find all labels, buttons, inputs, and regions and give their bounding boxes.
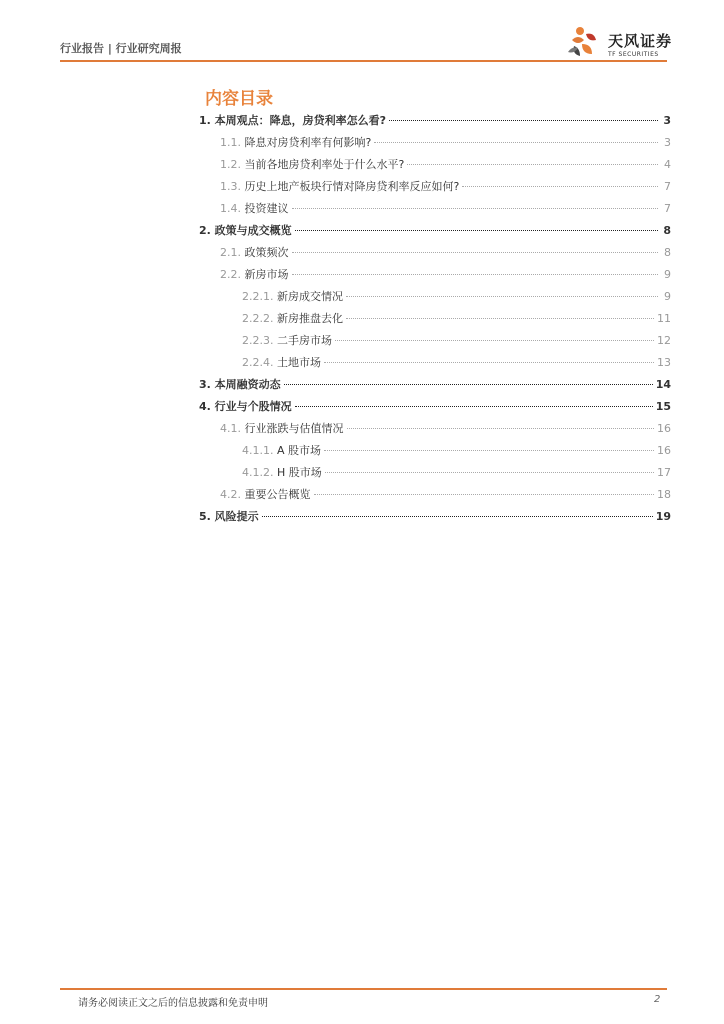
page-number: 2: [654, 994, 661, 1005]
toc-entry-number: 2.1.: [220, 246, 245, 259]
toc-entry[interactable]: [199, 508, 671, 530]
toc-entry-page: 17: [657, 466, 671, 479]
toc-dot-leader: [292, 208, 659, 209]
toc-entry-label: 新房成交情况: [276, 290, 343, 303]
toc-entry-number: 4.: [199, 400, 215, 413]
toc-entry-number: 2.2.1.: [242, 290, 277, 303]
toc-title: 内容目录: [205, 89, 273, 109]
toc-entry[interactable]: [199, 288, 671, 310]
toc-entry-page: 11: [657, 312, 671, 325]
toc-entry-number: 2.2.2.: [242, 312, 277, 325]
toc-entry-label: 本周观点：降息，房贷利率怎么看?: [214, 114, 387, 127]
toc-entry[interactable]: [199, 420, 671, 442]
toc-entry-number: 2.2.3.: [242, 334, 277, 347]
toc-dot-leader: [325, 472, 654, 473]
report-category-label: 行业报告 | 行业研究周报: [60, 42, 182, 55]
toc-entry[interactable]: [199, 354, 671, 376]
toc-entry-label: 二手房市场: [276, 334, 332, 347]
toc-dot-leader: [295, 406, 653, 407]
toc-entry-page: 7: [664, 180, 671, 193]
toc-entry-label: 降息对房贷利率有何影响?: [244, 136, 372, 149]
toc-entry-number: 2.2.: [220, 268, 245, 281]
header-divider: [60, 60, 667, 62]
toc-entry[interactable]: [199, 310, 671, 332]
toc-entry-page: 8: [664, 246, 671, 259]
toc-entry[interactable]: [199, 398, 671, 420]
toc-dot-leader: [324, 450, 654, 451]
toc-entry[interactable]: [199, 112, 671, 134]
toc-entry-number: 1.2.: [220, 158, 245, 171]
table-of-contents: [199, 112, 671, 530]
toc-entry-page: 18: [657, 488, 671, 501]
toc-entry-number: 5.: [199, 510, 215, 523]
toc-entry-page: 8: [663, 224, 671, 237]
toc-entry[interactable]: [199, 178, 671, 200]
toc-dot-leader: [262, 516, 653, 517]
toc-dot-leader: [284, 384, 653, 385]
toc-dot-leader: [324, 362, 654, 363]
toc-dot-leader: [407, 164, 658, 165]
toc-entry-page: 9: [664, 268, 671, 281]
toc-entry-label: A 股市场: [276, 444, 322, 457]
toc-entry[interactable]: [199, 486, 671, 508]
toc-entry-page: 19: [655, 510, 671, 523]
toc-entry[interactable]: [199, 156, 671, 178]
toc-entry-label: 行业与个股情况: [214, 400, 292, 413]
toc-entry-page: 13: [657, 356, 671, 369]
toc-dot-leader: [347, 428, 655, 429]
toc-entry-page: 3: [664, 136, 671, 149]
logo-brand-subtitle: TF SECURITIES: [608, 51, 659, 58]
toc-entry-label: 新房市场: [244, 268, 289, 281]
toc-entry[interactable]: [199, 376, 671, 398]
toc-entry[interactable]: [199, 332, 671, 354]
toc-entry-label: 政策与成交概览: [214, 224, 292, 237]
toc-entry[interactable]: [199, 134, 671, 156]
toc-entry-label: 政策频次: [244, 246, 289, 259]
toc-entry-page: 15: [655, 400, 671, 413]
toc-entry-label: 土地市场: [276, 356, 321, 369]
toc-entry[interactable]: [199, 222, 671, 244]
toc-entry-number: 1.: [199, 114, 215, 127]
toc-entry-label: 重要公告概览: [244, 488, 311, 501]
toc-entry-label: 新房推盘去化: [276, 312, 343, 325]
toc-entry-number: 4.1.2.: [242, 466, 277, 479]
toc-dot-leader: [389, 120, 658, 121]
toc-entry-number: 2.2.4.: [242, 356, 277, 369]
toc-entry-number: 2.: [199, 224, 215, 237]
toc-entry-page: 12: [657, 334, 671, 347]
toc-entry-label: 本周融资动态: [214, 378, 281, 391]
toc-entry-label: 风险提示: [214, 510, 259, 523]
toc-dot-leader: [292, 274, 659, 275]
toc-entry-label: 当前各地房贷利率处于什么水平?: [244, 158, 405, 171]
toc-entry[interactable]: [199, 464, 671, 486]
toc-dot-leader: [462, 186, 658, 187]
toc-entry[interactable]: [199, 266, 671, 288]
toc-dot-leader: [374, 142, 658, 143]
toc-entry-page: 4: [664, 158, 671, 171]
toc-entry[interactable]: [199, 244, 671, 266]
toc-entry-label: 投资建议: [244, 202, 289, 215]
toc-entry-number: 1.4.: [220, 202, 245, 215]
toc-entry-number: 1.1.: [220, 136, 245, 149]
footer-disclaimer: 请务必阅读正文之后的信息披露和免责申明: [78, 998, 268, 1009]
logo-brand-name: 天风证券: [608, 32, 673, 50]
toc-dot-leader: [295, 230, 658, 231]
toc-entry[interactable]: [199, 200, 671, 222]
toc-entry[interactable]: [199, 442, 671, 464]
toc-entry-page: 16: [657, 444, 671, 457]
toc-entry-label: 历史上地产板块行情对降房贷利率反应如何?: [244, 180, 460, 193]
toc-entry-number: 1.3.: [220, 180, 245, 193]
toc-entry-label: H 股市场: [276, 466, 322, 479]
toc-dot-leader: [346, 296, 658, 297]
toc-dot-leader: [335, 340, 654, 341]
toc-entry-page: 16: [657, 422, 671, 435]
toc-entry-number: 4.1.1.: [242, 444, 277, 457]
toc-dot-leader: [292, 252, 659, 253]
toc-entry-number: 3.: [199, 378, 215, 391]
toc-entry-page: 9: [664, 290, 671, 303]
toc-entry-page: 14: [655, 378, 671, 391]
toc-entry-number: 4.1.: [220, 422, 245, 435]
toc-entry-label: 行业涨跌与估值情况: [244, 422, 344, 435]
toc-entry-page: 3: [663, 114, 671, 127]
toc-dot-leader: [314, 494, 655, 495]
toc-entry-number: 4.2.: [220, 488, 245, 501]
toc-dot-leader: [346, 318, 654, 319]
toc-entry-page: 7: [664, 202, 671, 215]
footer-divider: [60, 988, 667, 990]
